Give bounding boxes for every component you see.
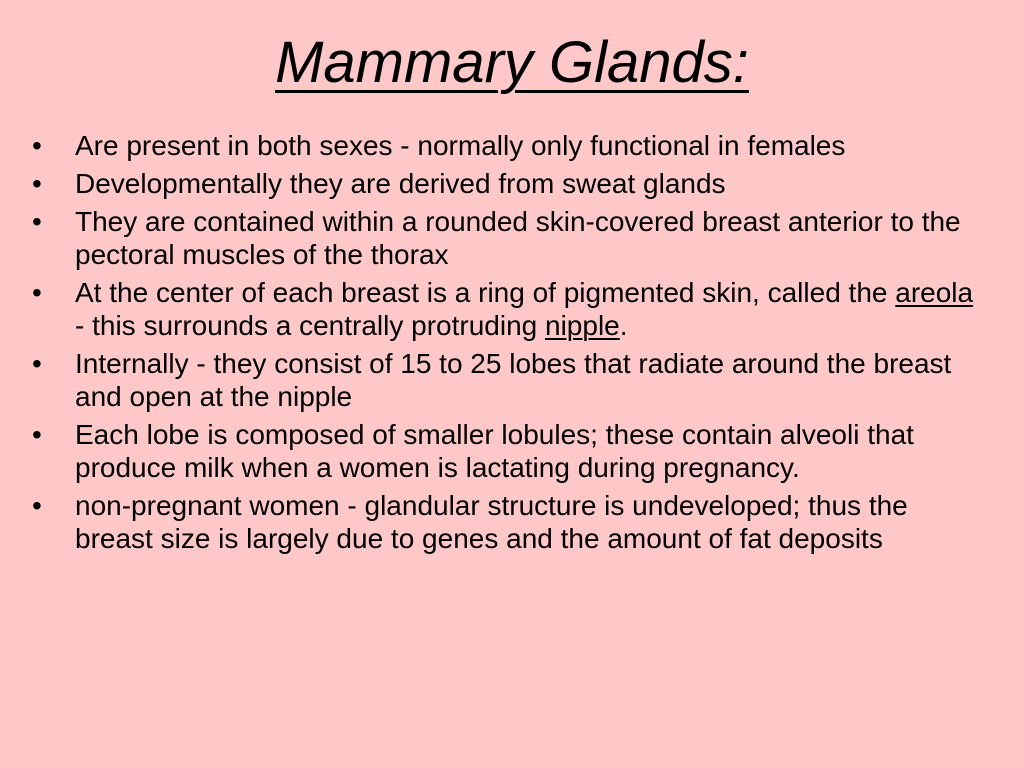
slide-title: Mammary Glands:	[275, 30, 749, 95]
bullet-text-part: At the center of each breast is a ring of pigmented skin, called the	[75, 277, 896, 308]
bullet-item	[30, 129, 990, 162]
bullet-text-part: .	[619, 310, 628, 341]
bullet-list	[30, 129, 990, 560]
bullet-dot-icon: •	[32, 130, 42, 161]
bullet-dot-icon: •	[32, 419, 42, 450]
bullet-text-part: - this surrounds a centrally protruding	[75, 310, 545, 341]
bullet-text: Each lobe is composed of smaller lobules; these contain alveoli that produce milk when a women is lactating during pregnancy.	[75, 419, 914, 483]
bullet-item	[30, 418, 990, 484]
bullet-item	[30, 205, 990, 271]
bullet-dot-icon: •	[32, 348, 42, 379]
bullet-text: Internally - they consist of 15 to 25 lobes that radiate around the breast and open at the nipple	[75, 348, 952, 412]
bullet-text: They are contained within a rounded skin-covered breast anterior to the pectoral muscles of the thorax	[75, 206, 961, 270]
bullet-dot-icon: •	[32, 168, 42, 199]
bullet-item	[30, 347, 990, 413]
bullet-dot-icon: •	[32, 277, 42, 308]
bullet-item	[30, 489, 990, 555]
bullet-item	[30, 276, 990, 342]
bullet-item	[30, 167, 990, 200]
bullet-text: non-pregnant women - glandular structure is undeveloped; thus the breast size is largely due to genes and the amount of fat deposits	[75, 490, 908, 554]
bullet-dot-icon: •	[32, 490, 42, 521]
bullet-text: Developmentally they are derived from sweat glands	[75, 168, 726, 199]
bullet-dot-icon: •	[32, 206, 42, 237]
areola-term: areola	[895, 277, 974, 308]
nipple-term: nipple	[545, 310, 620, 341]
bullet-text: Are present in both sexes - normally only functional in females	[75, 130, 846, 161]
